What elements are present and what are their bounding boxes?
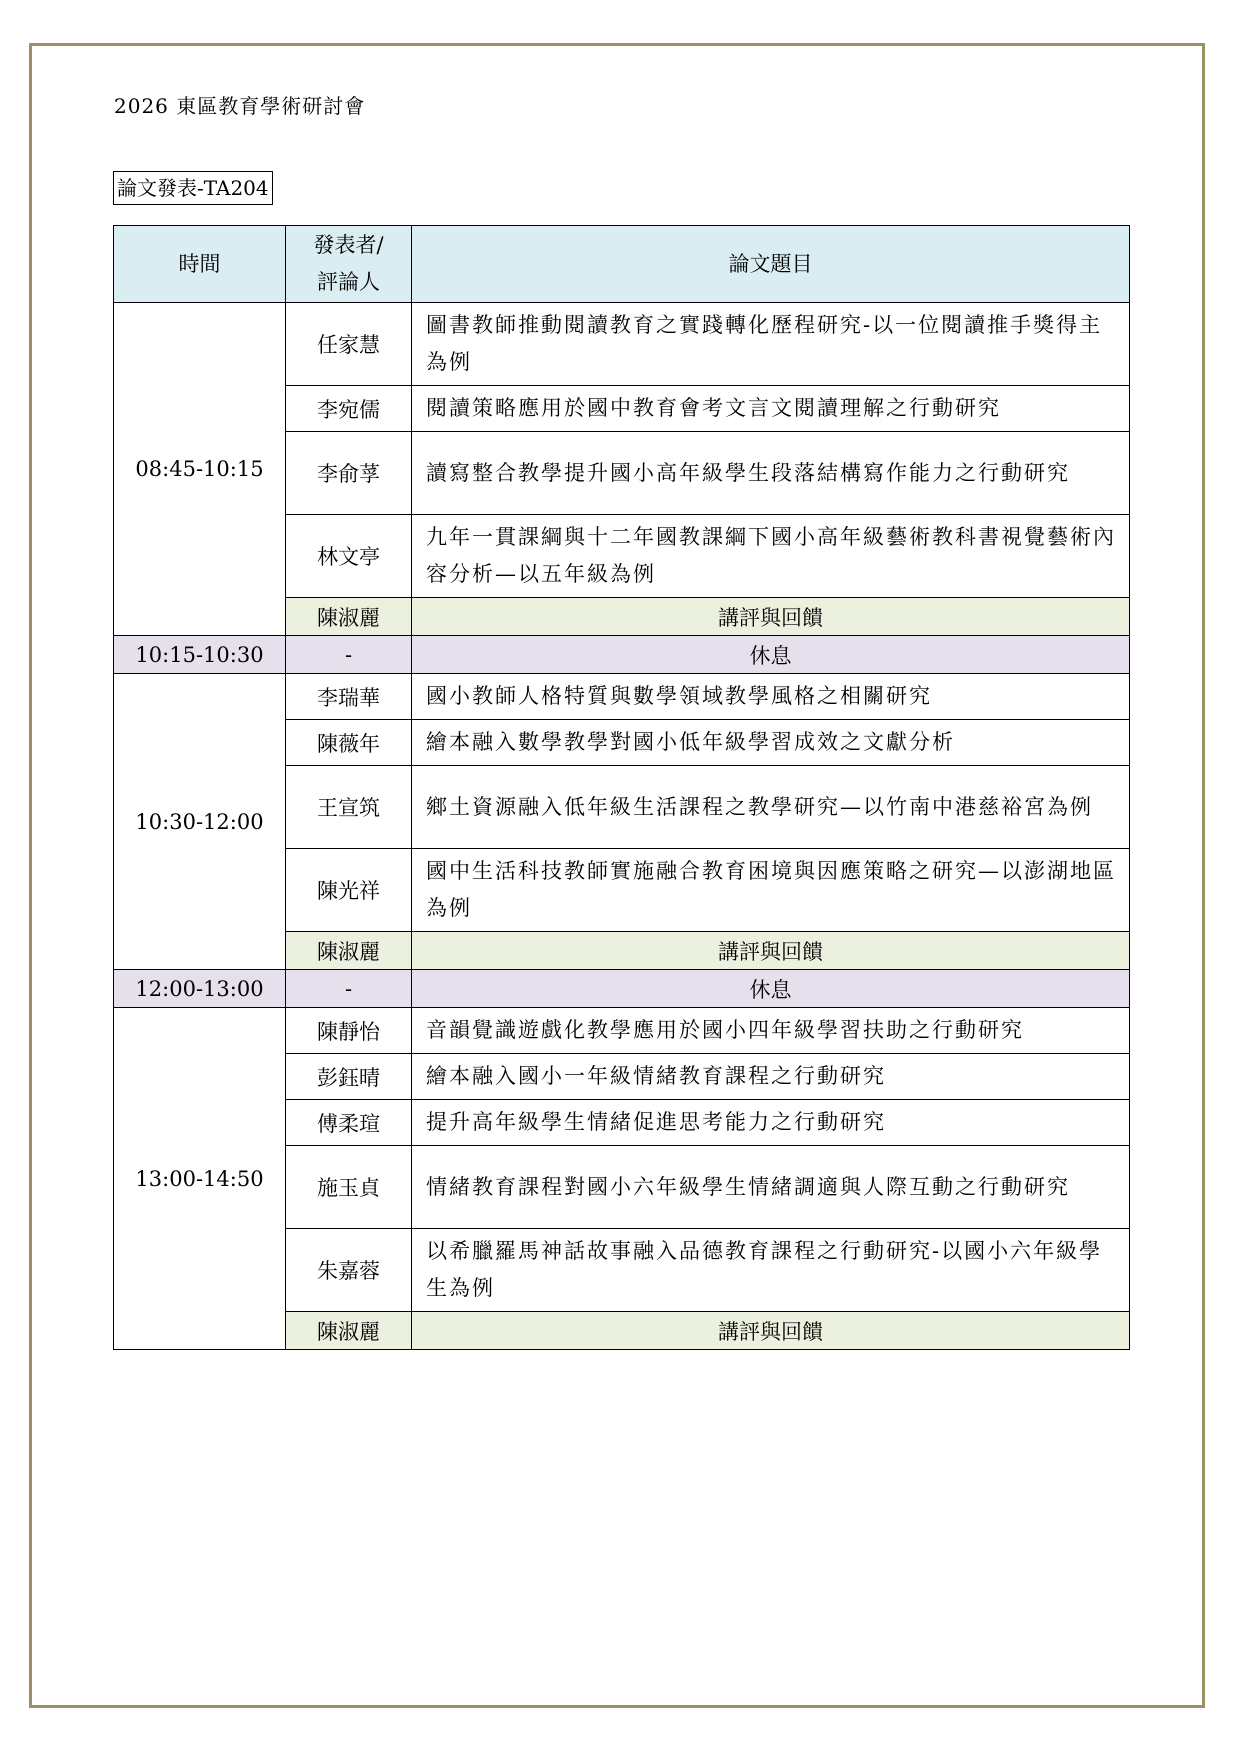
schedule-table (113, 225, 1130, 1350)
discussion-label: 講評與回饋 (412, 932, 1130, 970)
presenter-name: 傅柔瑄 (286, 1100, 412, 1146)
presenter-name: 陳光祥 (286, 849, 412, 932)
table-row (114, 674, 1130, 720)
presenter-name: 陳靜怡 (286, 1008, 412, 1054)
header-presenter-line2: 評論人 (317, 270, 380, 294)
time-slot: 08:45-10:15 (114, 303, 286, 636)
paper-title: 鄉土資源融入低年級生活課程之教學研究—以竹南中港慈裕宮為例 (412, 766, 1130, 849)
time-slot: 13:00-14:50 (114, 1008, 286, 1350)
paper-title: 讀寫整合教學提升國小高年級學生段落結構寫作能力之行動研究 (412, 432, 1130, 515)
paper-title: 國小教師人格特質與數學領域教學風格之相關研究 (412, 674, 1130, 720)
discussant-name: 陳淑麗 (286, 598, 412, 636)
break-time: 12:00-13:00 (114, 970, 286, 1008)
break-label: 休息 (412, 636, 1130, 674)
presenter-name: 李宛儒 (286, 386, 412, 432)
presenter-name: 朱嘉蓉 (286, 1229, 412, 1312)
paper-title: 九年一貫課綱與十二年國教課綱下國小高年級藝術教科書視覺藝術內容分析—以五年級為例 (412, 515, 1130, 598)
break-presenter: - (286, 970, 412, 1008)
conference-title: 2026 東區教育學術研討會 (114, 94, 366, 118)
header-time: 時間 (114, 226, 286, 303)
table-row (114, 1008, 1130, 1054)
paper-title: 情緒教育課程對國小六年級學生情緒調適與人際互動之行動研究 (412, 1146, 1130, 1229)
paper-title: 提升高年級學生情緒促進思考能力之行動研究 (412, 1100, 1130, 1146)
header-row (114, 226, 1130, 303)
session-label: 論文發表-TA204 (113, 171, 273, 205)
paper-title: 圖書教師推動閱讀教育之實踐轉化歷程研究-以一位閱讀推手獎得主為例 (412, 303, 1130, 386)
paper-title: 以希臘羅馬神話故事融入品德教育課程之行動研究-以國小六年級學生為例 (412, 1229, 1130, 1312)
time-slot: 10:30-12:00 (114, 674, 286, 970)
paper-title: 閱讀策略應用於國中教育會考文言文閱讀理解之行動研究 (412, 386, 1130, 432)
paper-title: 音韻覺識遊戲化教學應用於國小四年級學習扶助之行動研究 (412, 1008, 1130, 1054)
presenter-name: 王宣筑 (286, 766, 412, 849)
presenter-name: 施玉貞 (286, 1146, 412, 1229)
presenter-name: 李俞莩 (286, 432, 412, 515)
discussion-label: 講評與回饋 (412, 598, 1130, 636)
header-paper: 論文題目 (412, 226, 1130, 303)
presenter-name: 林文亭 (286, 515, 412, 598)
header-presenter (286, 226, 412, 303)
paper-title: 繪本融入數學教學對國小低年級學習成效之文獻分析 (412, 720, 1130, 766)
break-time: 10:15-10:30 (114, 636, 286, 674)
break-row (114, 636, 1130, 674)
discussant-name: 陳淑麗 (286, 932, 412, 970)
presenter-name: 彭鈺晴 (286, 1054, 412, 1100)
discussant-name: 陳淑麗 (286, 1312, 412, 1350)
break-label: 休息 (412, 970, 1130, 1008)
break-presenter: - (286, 636, 412, 674)
paper-title: 國中生活科技教師實施融合教育困境與因應策略之研究—以澎湖地區為例 (412, 849, 1130, 932)
break-row (114, 970, 1130, 1008)
paper-title: 繪本融入國小一年級情緒教育課程之行動研究 (412, 1054, 1130, 1100)
presenter-name: 任家慧 (286, 303, 412, 386)
discussion-label: 講評與回饋 (412, 1312, 1130, 1350)
presenter-name: 李瑞華 (286, 674, 412, 720)
table-row (114, 303, 1130, 386)
presenter-name: 陳薇年 (286, 720, 412, 766)
header-presenter-line1: 發表者/ (313, 233, 384, 257)
